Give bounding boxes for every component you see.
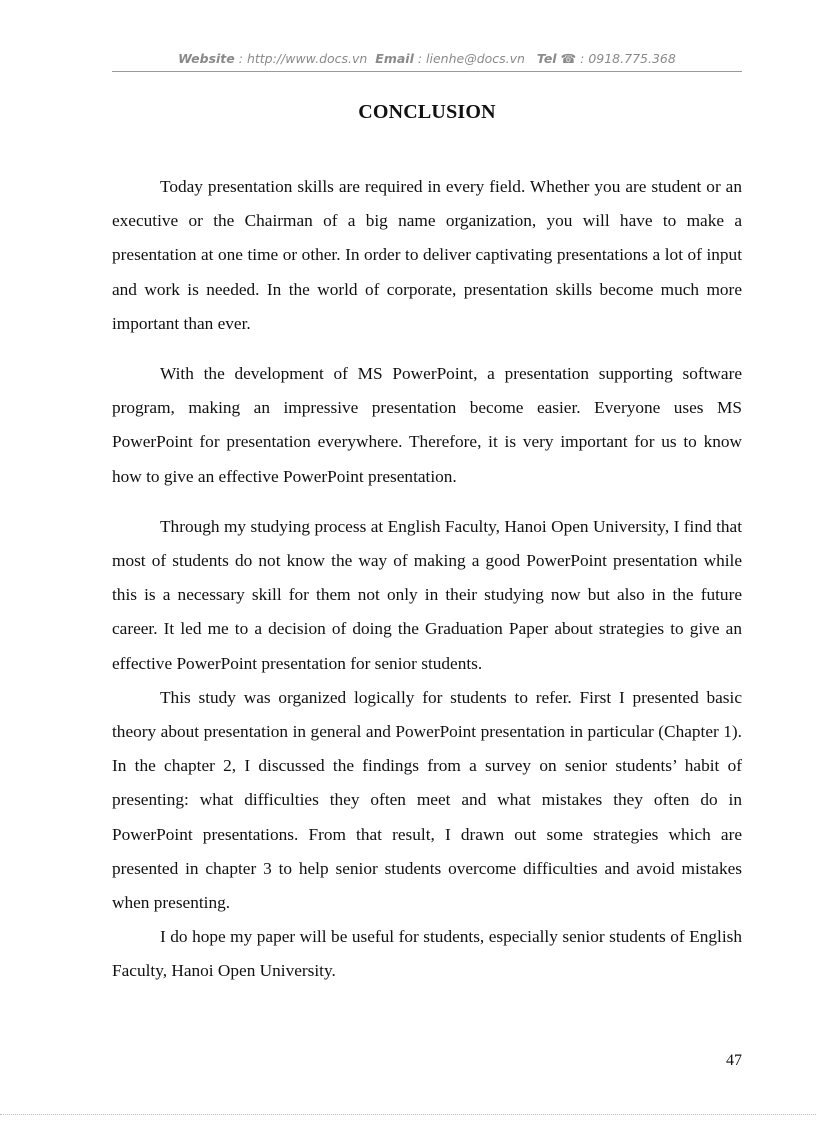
tel-label: Tel — [536, 51, 557, 66]
page-title: CONCLUSION — [358, 101, 496, 123]
paragraph-2: With the development of MS PowerPoint, a presentation supporting software program, making an impressive presentation become easier. Everyone uses MS PowerPoint for presentation everywhere. Therefore, it is very important for us to know how to give an effective PowerPoint presentation. — [112, 364, 742, 486]
document-body — [112, 170, 742, 989]
page-number: 47 — [726, 1052, 742, 1069]
website-label: Website — [178, 51, 235, 66]
header-divider — [112, 71, 742, 72]
footer-divider — [0, 1114, 816, 1115]
paragraph-1: Today presentation skills are required in every field. Whether you are student or an executive or the Chairman of a big name organization, you will have to make a presentation at one time or other. In order to deliver captivating presentations a lot of input and work is needed. In the world of corporate, presentation skills become much more important than ever. — [112, 177, 742, 333]
email-label: Email — [375, 51, 414, 66]
website-separator: : — [234, 51, 247, 66]
paragraph-3: Through my studying process at English Faculty, Hanoi Open University, I find that most of students do not know the way of making a good PowerPoint presentation while this is a necessary skill for them not only in their studying now but also in the future career. It led me to a decision of doing the Graduation Paper about strategies to give an effective PowerPoint presentation for senior students. — [112, 516, 742, 673]
website-link[interactable]: http://www.docs.vn — [246, 51, 368, 66]
paragraph-4: This study was organized logically for students to refer. First I presented basic theory about presentation in general and PowerPoint presentation in particular (Chapter 1). In the chapter 2, I discussed the findings from a survey on senior students’ habit of presenting: what difficulties they often meet and what mistakes they often do in PowerPoint presentations. From that result, I drawn out some strategies which are presented in chapter 3 to help senior students overcome difficulties and avoid mistakes when presenting. — [112, 687, 742, 913]
email-separator: : — [413, 51, 427, 66]
email-link[interactable]: lienhe@docs.vn — [426, 51, 525, 66]
page-header — [112, 51, 742, 66]
paragraph-5: I do hope my paper will be useful for students, especially senior students of English Faculty, Hanoi Open University. — [112, 927, 742, 981]
tel-separator: : — [576, 51, 589, 66]
tel-value: 0918.775.368 — [588, 51, 676, 66]
telephone-icon: ☎ — [560, 51, 577, 66]
